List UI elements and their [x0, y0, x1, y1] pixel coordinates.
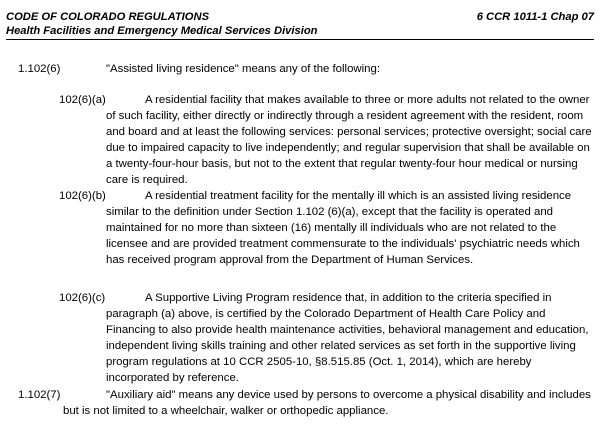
- section-number: 1.102(6): [18, 63, 61, 75]
- section-1-102-6: [18, 62, 594, 78]
- header-divider: [6, 39, 594, 40]
- subsection-number: 102(6)(c): [59, 292, 106, 304]
- section-text: "Assisted living residence" means any of the following:: [106, 63, 381, 75]
- subsection-number: 102(6)(a): [59, 94, 106, 106]
- subsection-number: 102(6)(b): [59, 190, 106, 202]
- subsection-102-6-c: [59, 291, 594, 386]
- document-header: [6, 11, 594, 38]
- section-text: "Auxiliary aid" means any device used by persons to overcome a physical disability and includes but is not limited to a wheelchair, walker or orthopedic appliance.: [63, 389, 591, 417]
- subsection-102-6-a: [59, 93, 594, 188]
- citation: 6 CCR 1011-1 Chap 07: [476, 11, 594, 23]
- subsection-text: A residential facility that makes available to three or more adults not related to the owner of such facility, either directly or indirectly through a resident agreement with the resident, room and board and at least the following services: personal services; protective oversight; social care due to impaired capacity to live independently; and regular supervision that shall be available on a twenty-four-hour basis, but not to the extent that regular twenty-four hour medical or nursing care is required.: [106, 94, 592, 186]
- section-1-102-7: [18, 388, 594, 420]
- subsection-text: A residential treatment facility for the mentally ill which is an assisted living residence similar to the definition under Section 1.102 (6)(a), except that the facility is operated and maintained for no more than sixteen (16) mentally ill individuals who are not related to the licensee and are provided treatment commensurate to the individuals' psychiatric needs which has received program approval from the Department of Human Services.: [106, 190, 580, 266]
- subsection-102-6-b: [59, 189, 594, 269]
- division-name: Health Facilities and Emergency Medical Services Division: [6, 24, 318, 37]
- section-number: 1.102(7): [18, 389, 61, 401]
- subsection-text: A Supportive Living Program residence that, in addition to the criteria specified in paragraph (a) above, is certified by the Colorado Department of Health Care Policy and Financing to also provide health maintenance activities, behavioral management and education, independent living skills training and other related services as set forth in the supportive living program regulations at 10 CCR 2505-10, §8.515.85 (Oct. 1, 2014), which are hereby incorporated by reference.: [106, 292, 589, 384]
- regulation-title: CODE OF COLORADO REGULATIONS: [6, 11, 210, 23]
